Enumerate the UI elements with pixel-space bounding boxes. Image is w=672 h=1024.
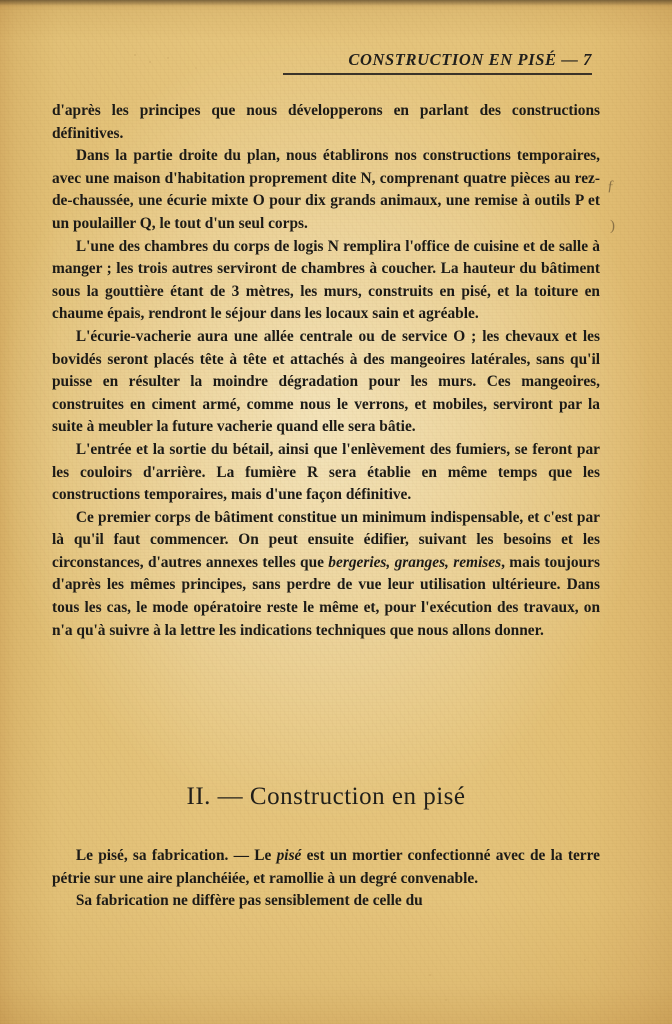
running-head-text: CONSTRUCTION EN PISÉ — 7	[348, 50, 592, 69]
paragraph: L'entrée et la sortie du bétail, ainsi que l'enlèvement des fumiers, se feront par les couloirs d'arrière. La fumière R sera établie en même temps que les constructions temporaires, mais d'une façon définitive.	[52, 440, 600, 504]
paragraph-text: Ce premier corps de bâtiment constitue un minimum indispensable, et c'est par là qu'il faut commencer. On peut ensuite édifier, suivant les besoins et les circonstances, d'autres annexes telles que	[52, 508, 600, 571]
section-heading: II. — Construction en pisé	[186, 783, 466, 810]
margin-pencil-mark: ƒ	[607, 178, 615, 194]
paragraph-text: est un mortier confectionné avec de la terre pétrie sur une aire planchéiée, et ramollie à un degré convenable.	[52, 847, 600, 887]
margin-pencil-mark: )	[610, 218, 615, 234]
scan-top-edge	[0, 0, 672, 6]
paragraph	[52, 845, 600, 890]
body-text-block	[52, 100, 600, 642]
paragraph: Dans la partie droite du plan, nous établirons nos constructions temporaires, avec une maison d'habitation proprement dite N, comprenant quatre pièces au rez-de-chaussée, une écurie mixte O pour dix grands animaux, une remise à outils P et un poulailler Q, le tout d'un seul corps.	[52, 147, 600, 232]
emphasis-annexes: bergeries, granges, remises	[328, 553, 502, 571]
paragraph-text: — Le	[228, 847, 277, 864]
paragraph: Sa fabrication ne diffère pas sensiblement de celle du	[75, 892, 423, 910]
paragraph: L'écurie-vacherie aura une allée centrale ou de service O ; les chevaux et les bovidés seront placés tête à tête et attachés à des mangeoires latérales, sans qu'il puisse en résulter la moindre dégradation pour les murs. Ces mangeoires, construites en ciment armé, comme nous le verrons, et mobiles, serviront par la suite à meubler la future vacherie quand elle sera bâtie.	[52, 327, 600, 436]
paragraph: L'une des chambres du corps de logis N remplira l'office de cuisine et de salle à manger ; les trois autres serviront de chambres à coucher. La hauteur du bâtiment sous la gouttière étant de 3 mètres, les murs, construits en pisé, et la toiture en chaume épais, rendront le séjour dans les locaux sain et agréable.	[52, 237, 600, 323]
paragraph-text: , mais toujours d'après les mêmes principes, sans perdre de vue leur utilisation ultérieure. Dans tous les cas, le mode opératoire reste le même et, pour l'exécution des travaux, on n'a qu'à suivre à la lettre les indications techniques que nous allons donner.	[52, 553, 600, 639]
emphasis-pise: pisé	[276, 847, 302, 864]
tail-text-block	[52, 845, 600, 913]
run-in-heading: Le pisé, sa fabrication.	[75, 847, 229, 864]
running-head-rule	[283, 73, 592, 75]
paragraph	[52, 507, 600, 643]
running-head	[283, 50, 592, 75]
paragraph: d'après les principes que nous développerons en parlant des constructions définitives.	[52, 102, 600, 142]
